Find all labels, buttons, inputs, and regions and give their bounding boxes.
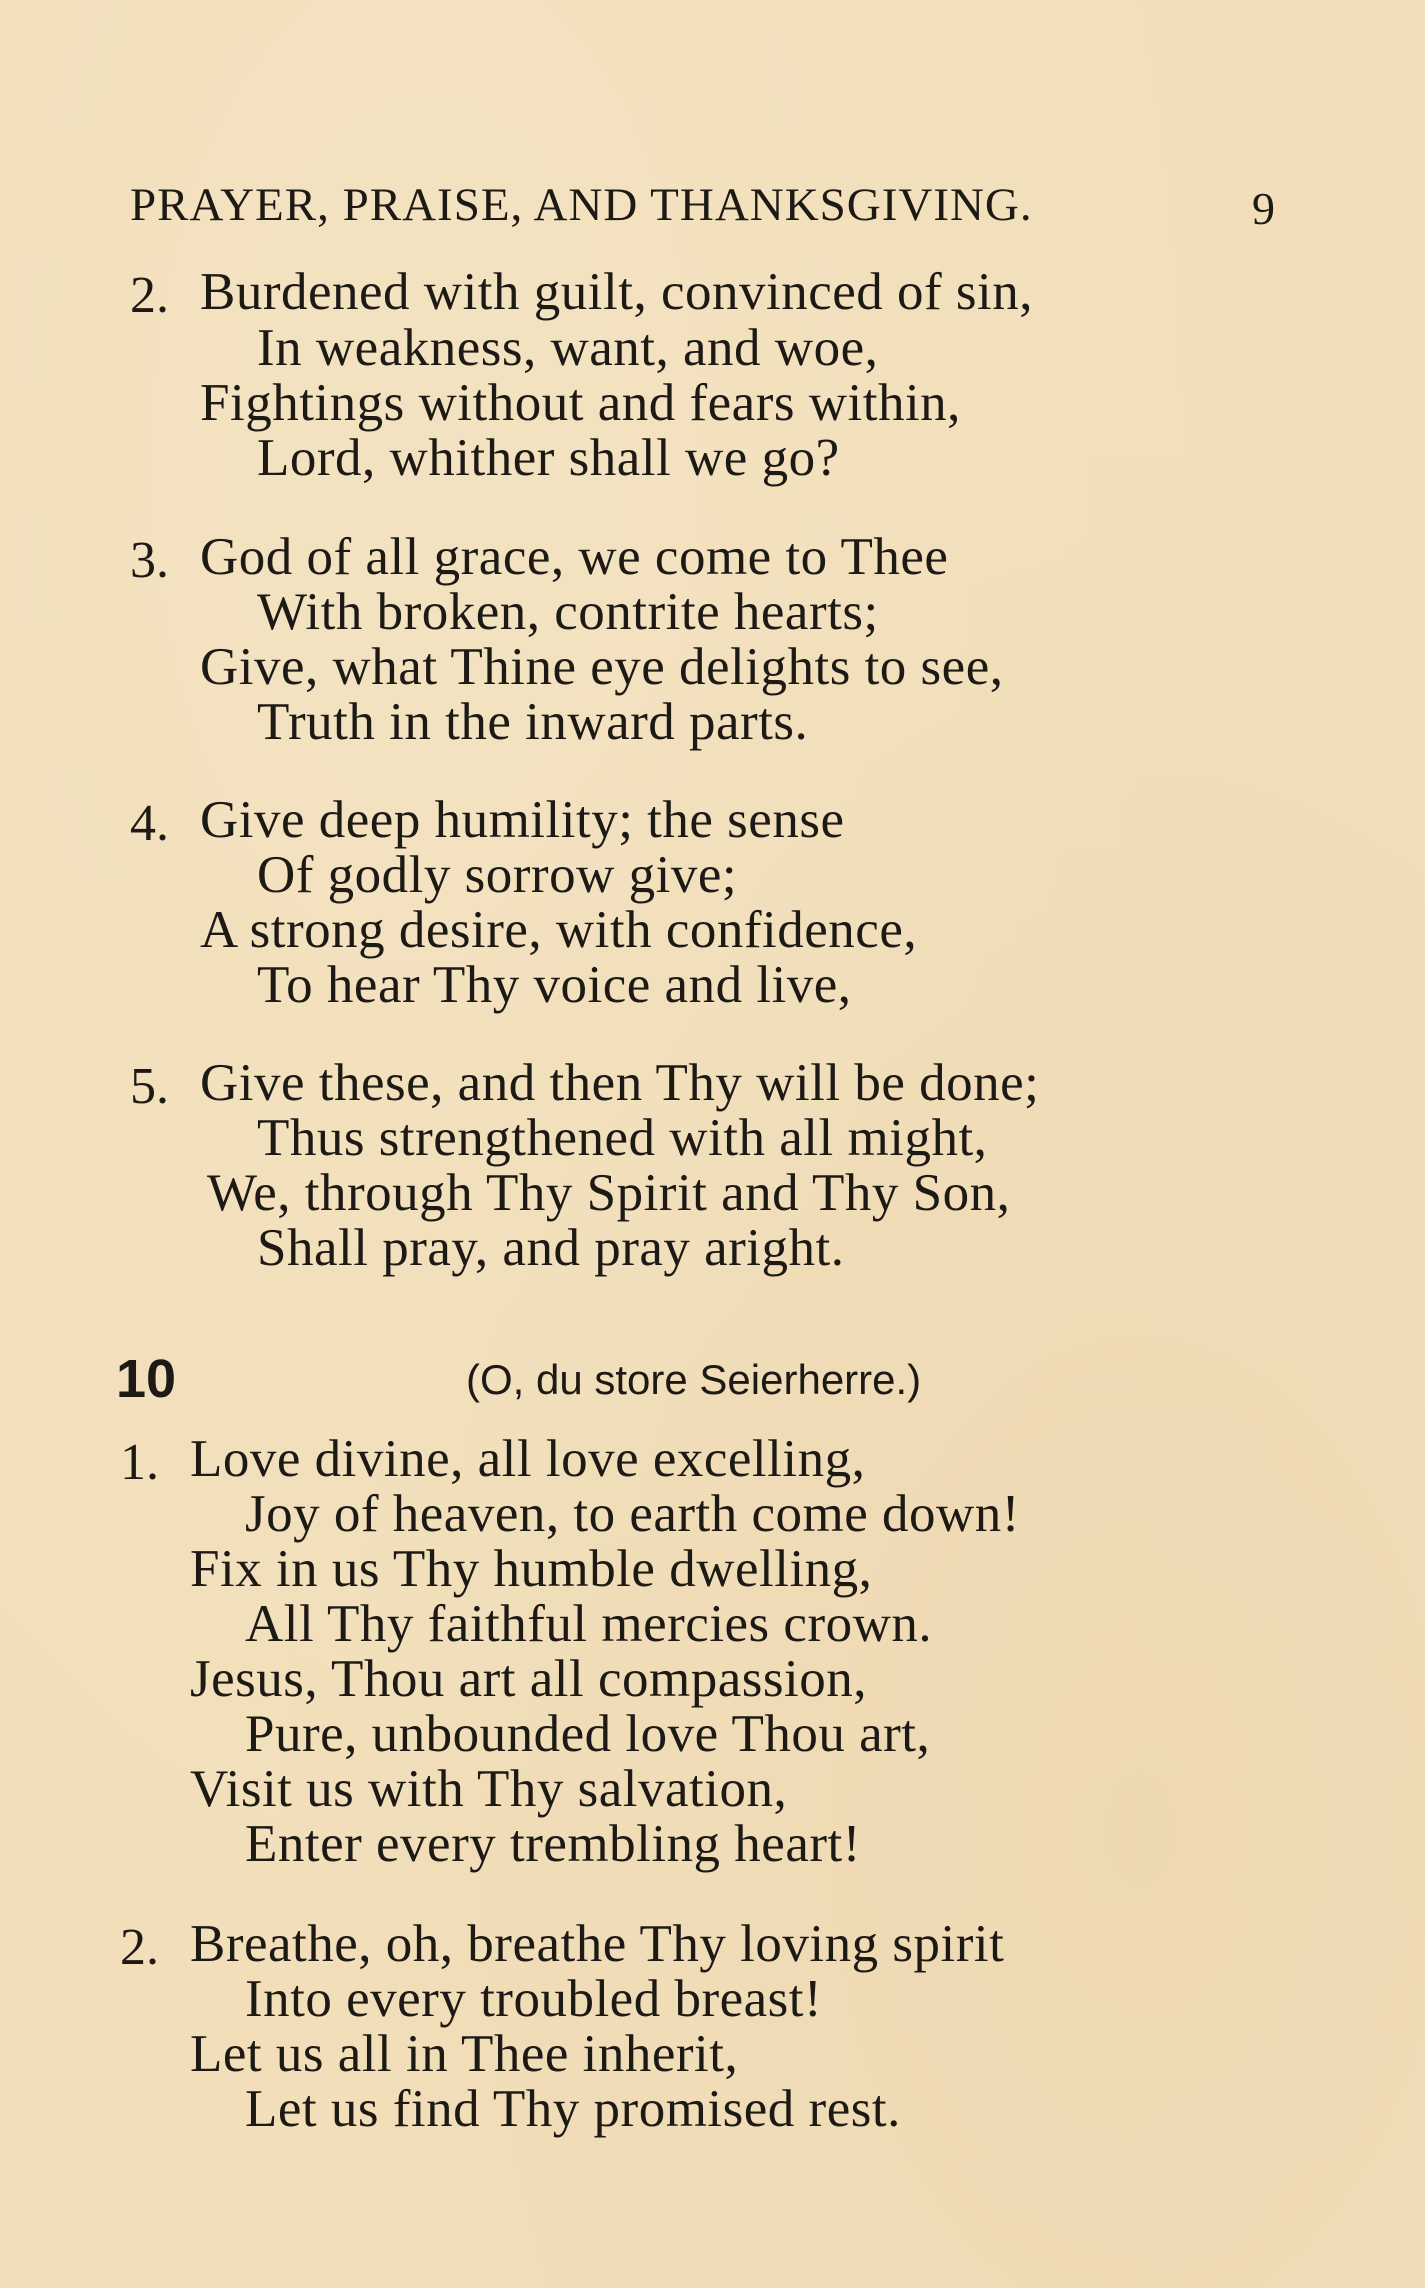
verse-number: 2.	[120, 1919, 159, 1976]
verse-line: To hear Thy voice and live,	[257, 956, 852, 1014]
verse-line: Shall pray, and pray aright.	[257, 1219, 845, 1277]
verse-line: We, through Thy Spirit and Thy Son,	[207, 1164, 1011, 1222]
verse-line: Lord, whither shall we go?	[257, 429, 840, 487]
verse-line: Into every troubled breast!	[245, 1970, 823, 2028]
verse-line: Visit us with Thy salvation,	[190, 1760, 788, 1818]
verse-line: Give these, and then Thy will be done;	[200, 1054, 1040, 1112]
verse-line: Breathe, oh, breathe Thy loving spirit	[190, 1915, 1005, 1973]
verse-line: Fix in us Thy humble dwelling,	[190, 1540, 873, 1598]
hymn-tune: (O, du store Seierherre.)	[466, 1356, 922, 1403]
verse-line: Love divine, all love excelling,	[190, 1430, 866, 1488]
verse-number: 2.	[130, 267, 169, 324]
verse-line: With broken, contrite hearts;	[257, 583, 879, 641]
verse-line: Thus strengthened with all might,	[257, 1109, 988, 1167]
verse-line: Enter every trembling heart!	[245, 1815, 861, 1873]
verse-line: Pure, unbounded love Thou art,	[245, 1705, 931, 1763]
verse-line: Let us all in Thee inherit,	[190, 2025, 739, 2083]
running-title: PRAYER, PRAISE, AND THANKSGIVING.	[130, 179, 1033, 231]
verse-line: Of godly sorrow give;	[257, 846, 738, 904]
verse-line: Give, what Thine eye delights to see,	[200, 638, 1004, 696]
verse-line: A strong desire, with confidence,	[200, 901, 918, 959]
verse-line: In weakness, want, and woe,	[257, 319, 879, 377]
verse-line: Burdened with guilt, convinced of sin,	[200, 263, 1033, 321]
page-number: 9	[1252, 183, 1275, 234]
verse-line: Joy of heaven, to earth come down!	[245, 1485, 1020, 1543]
verse-line: Truth in the inward parts.	[257, 693, 809, 751]
verse-line: Let us find Thy promised rest.	[245, 2080, 901, 2138]
verse-number: 1.	[120, 1434, 159, 1491]
verse-number: 4.	[130, 795, 169, 852]
verse-line: Give deep humility; the sense	[200, 791, 845, 849]
verse-number: 3.	[130, 532, 169, 589]
verse-line: God of all grace, we come to Thee	[200, 528, 949, 586]
hymn-number: 10	[116, 1349, 177, 1409]
verse-line: Fightings without and fears within,	[200, 374, 961, 432]
verse-line: All Thy faithful mercies crown.	[245, 1595, 933, 1653]
verse-line: Jesus, Thou art all compassion,	[190, 1650, 867, 1708]
verse-number: 5.	[130, 1058, 169, 1115]
